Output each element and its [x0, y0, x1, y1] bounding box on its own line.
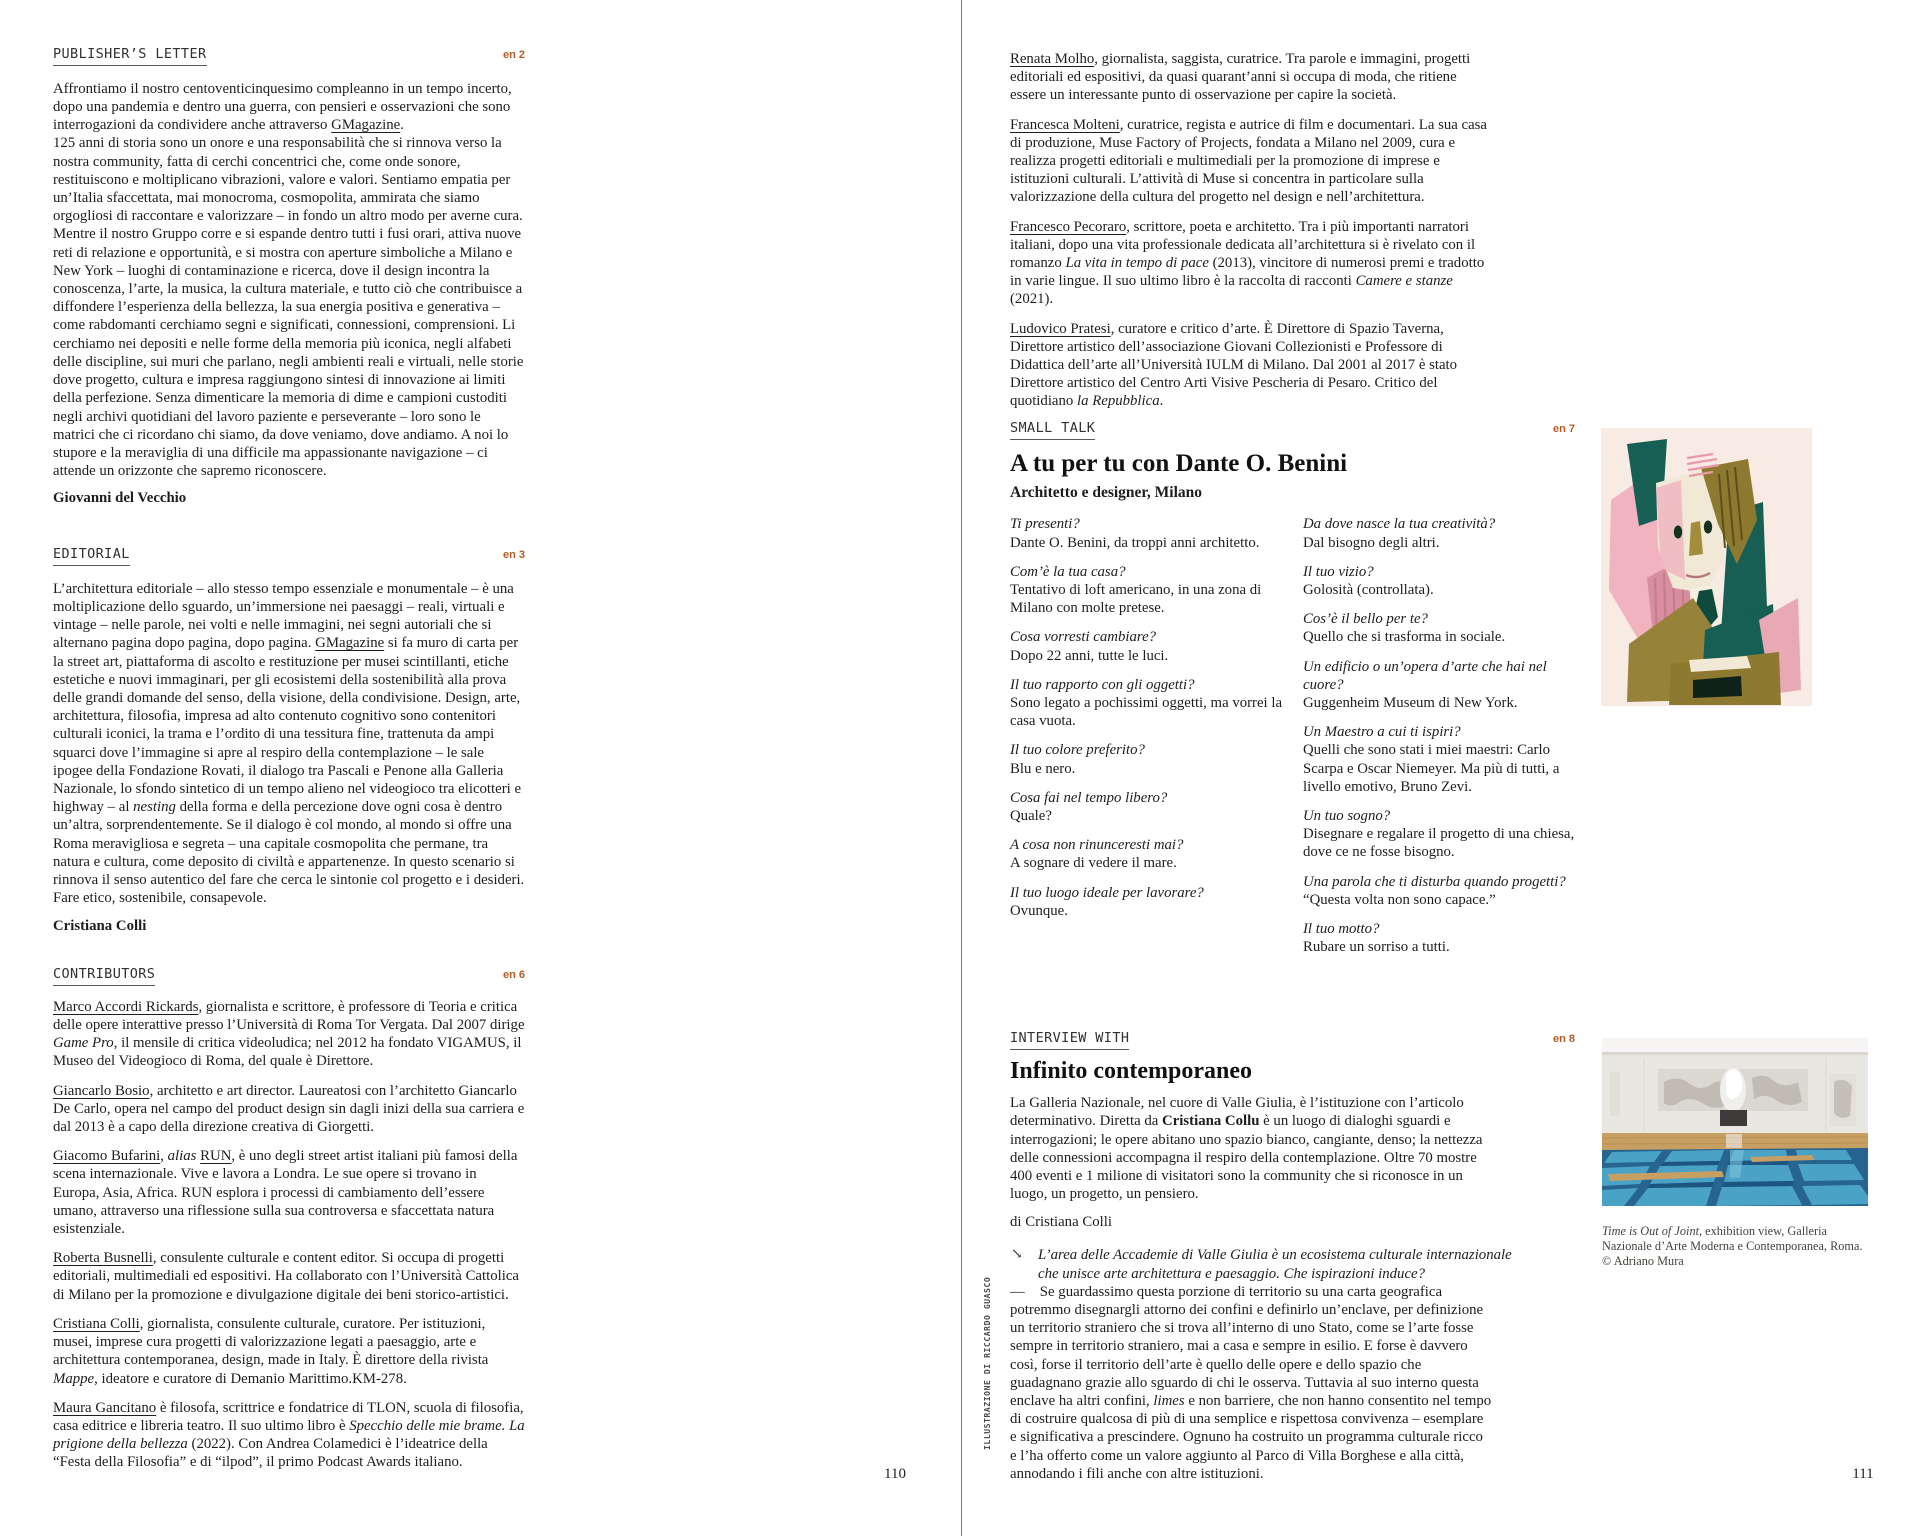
qa-item — [1303, 563, 1575, 599]
qa-item — [1303, 658, 1575, 713]
page-number-right: 111 — [1852, 1466, 1874, 1482]
interview-title: Infinito contemporaneo — [1010, 1057, 1252, 1084]
qa-answer: Guggenheim Museum di New York. — [1303, 694, 1518, 711]
section-header-row — [1010, 1031, 1575, 1050]
qa-answer: “Questa volta non sono capace.” — [1303, 891, 1496, 908]
photo-caption: Time is Out of Joint, exhibition view, Galleria Nazionale d’Arte Moderna e Contemporanea, Roma. © Adriano Mura — [1602, 1224, 1863, 1268]
en-page-ref: en 2 — [502, 49, 525, 61]
qa-answer: Ovunque. — [1010, 902, 1068, 919]
contributor-entry: Maura Gancitano è filosofa, scrittrice e fondatrice di TLON, scuola di filosofia, casa editrice e libreria teatro. Il suo ultimo libro è Specchio delle mie brame. La prigione della bellezza (2022). Con Andrea Colamedici è l’ideatrice della “Festa della Filosofia” e di “ilpod”, il primo Podcast Awards italiano. — [53, 1399, 525, 1471]
editorial-signature: Cristiana Colli — [53, 917, 147, 934]
qa-answer: Sono legato a pochissimi oggetti, ma vorrei la casa vuota. — [1010, 694, 1283, 730]
section-header-row — [53, 967, 525, 986]
qa-answer: Blu e nero. — [1010, 760, 1076, 777]
qa-column-right — [1303, 515, 1575, 967]
contributor-entry: Renata Molho, giornalista, saggista, curatrice. Tra parole e immagini, progetti editoriali ed espositivi, da quasi quarant’anni si occupa di moda, che ritiene essere un interessante punto di osservazione per capire la società. — [1010, 51, 1471, 104]
contributor-entry: Cristiana Colli, giornalista, consulente culturale, curatore. Per istituzioni, musei, imprese cura progetti di valorizzazione legati a paesaggio, arte e architettura contemporanea, design, made in Italy. È direttore della rivista Mappe, ideatore e curatore di Demanio Marittimo.KM-278. — [53, 1315, 489, 1387]
interview-answer: — Se guardassimo questa porzione di territorio su una carta geografica potremmo disegnargli attorno dei confini e definirlo un’enclave, per definizione un territorio straniero che si trova all’interno di uno Stato, come se l’arte fosse sempre in territorio straniero, mai a casa e sempre in esilio. E forse è davvero così, forse il territorio dell’arte è quello delle opere e dello spazio che guadagnano grazie allo sguardo di chi le osserva. Tuttavia al suo interno questa enclave ha altri confini, limes e non barriere, che non hanno consentito nel tempo di costruire qualcosa di più di una semplice e rispettosa convivenza – esemplare e significativa a prescindere. Ognuno ha costruito un programma culturale ricco e l’ha offerto come un valore aggiunto al Parco di Villa Borghese e alla città, annodando i fili anche con altre istituzioni. — [1010, 1283, 1492, 1482]
qa-answer: Quelli che sono stati i miei maestri: Carlo Scarpa e Oscar Niemeyer. Ma più di tutti, a livello emotivo, Bruno Zevi. — [1303, 742, 1560, 795]
qa-item — [1010, 741, 1290, 777]
contributors-header: CONTRIBUTORS — [53, 967, 155, 986]
small-talk-title: A tu per tu con Dante O. Benini — [1010, 449, 1348, 477]
qa-item — [1010, 628, 1290, 664]
interview-question — [1010, 1246, 1520, 1282]
qa-answer: Quale? — [1010, 807, 1052, 824]
exhibition-photo-image — [1602, 1038, 1868, 1206]
illustration-credit-vertical: ILLUSTRAZIONE DI RICCARDO GUASCO — [983, 1276, 992, 1450]
section-interview — [1010, 1031, 1575, 1483]
qa-answer: Rubare un sorriso a tutti. — [1303, 939, 1450, 956]
qa-answer: Dal bisogno degli altri. — [1303, 534, 1440, 551]
portrait-illustration — [1601, 428, 1812, 706]
interview-header: INTERVIEW WITH — [1010, 1031, 1129, 1050]
publishers-letter-header: PUBLISHER’S LETTER — [53, 47, 207, 66]
publishers-letter-paragraph: 125 anni di storia sono un onore e una responsabilità che si rinnova verso la nostra community, fatta di cerchi concentrici che, come onde sonore, restituiscono e moltiplicano vibrazioni, valore e valori. Sentiamo empatia per un’Italia sfaccettata, mai monocroma, cosmopolita, ammirata che siamo orgogliosi di raccontare e valorizzare – in fondo un altro modo per averne cura. Mentre il nostro Gruppo corre e si espande dentro tutti i fusi orari, attiva nuove reti di relazione e opportunità, e si mostra con aperture simboliche a Milano e New York – luoghi di contaminazione e ricerca, dove il design incontra la conoscenza, l’arte, la musica, la cultura materiale, e tutto ciò che contribuisce a diffondere l’esperienza della bellezza, la sua energia positiva e generativa – come rabdomanti cerchiamo segni e significati, connessioni, comprensioni. Li cerchiamo nei depositi e nelle forme della memoria più iconica, negli alfabeti delle discipline, sui muri che parlano, negli ambienti reali e virtuali, nelle storie dove progetto, cultura e impresa raggiungono sintesi di innovazione ai limiti della perfezione. Senza dimenticare la memoria di dime e campioni custoditi negli archivi quotidiani del lavoro paziente e perseverante – loro sono le matrici che ci ricordano chi siamo, da dove veniamo, dove andiamo. A noi lo stupore e la meraviglia di una difficile ma appassionante navigazione – ci attende un orizzonte che sapremo riconoscere. — [53, 135, 524, 480]
qa-answer: Disegnare e regalare il progetto di una chiesa, dove ce ne fosse bisogno. — [1303, 826, 1575, 861]
qa-answer: Golosità (controllata). — [1303, 581, 1434, 598]
contributor-entry: Giacomo Bufarini, alias RUN, è uno degli street artist italiani più famosi della scena internazionale. Vive e lavora a Londra. Le sue opere si trovano in Europa, Asia, Africa. RUN esplora i processi di cambiamento dell’essere umano, attraverso una riflessione sulla sua controversa e sfaccettata natura esistenziale. — [53, 1148, 518, 1238]
exhibition-photo — [1602, 1038, 1868, 1206]
editorial-header: EDITORIAL — [53, 547, 130, 566]
qa-item — [1303, 807, 1575, 862]
small-talk-subtitle: Architetto e designer, Milano — [1010, 484, 1203, 502]
section-header-row — [53, 547, 525, 566]
qa-question: Il tuo rapporto con gli oggetti? — [1010, 676, 1195, 693]
qa-item — [1010, 789, 1290, 825]
qa-question: Un tuo sogno? — [1303, 807, 1391, 824]
contributors-continued-list — [1010, 50, 1490, 411]
publishers-letter-paragraph: Affrontiamo il nostro centoventicinquesimo compleanno in un tempo incerto, dopo una pandemia e dentro una guerra, con pensieri e osservazioni che sono interrogazioni da condividere anche attraverso GMagazine. — [53, 80, 512, 134]
qa-answer: Quello che si trasforma in sociale. — [1303, 629, 1506, 646]
section-small-talk — [1010, 421, 1575, 967]
qa-question: Una parola che ti disturba quando progetti? — [1303, 873, 1566, 890]
qa-item — [1303, 515, 1575, 551]
qa-columns — [1010, 515, 1575, 967]
qa-item — [1010, 563, 1290, 618]
qa-question: Un edificio o un’opera d’arte che hai nel cuore? — [1303, 658, 1547, 693]
qa-item — [1010, 676, 1290, 731]
contributor-entry: Francesca Molteni, curatrice, regista e autrice di film e documentari. La sua casa di produzione, Muse Factory of Projects, fondata a Milano nel 2009, cura e realizza progetti editoriali e multimediali per la promozione di imprese e istituzioni culturali. L’attività di Muse si concentra in particolare sulla valorizzazione della cultura del progetto nel design e nell’architettura. — [1010, 116, 1487, 206]
small-talk-header: SMALL TALK — [1010, 421, 1095, 440]
publishers-letter-signature: Giovanni del Vecchio — [53, 490, 187, 507]
qa-question: Da dove nasce la tua creatività? — [1303, 516, 1496, 533]
page-divider — [961, 0, 962, 1536]
portrait-illustration-image — [1601, 428, 1812, 706]
editorial-paragraph: L’architettura editoriale – allo stesso tempo essenziale e monumentale – è una moltiplicazione dello sguardo, un’immersione nei paesaggi – reali, virtuali e vintage – nelle parole, nei volti e nelle immagini, nei segni autoriali che si alternano pagina dopo pagina, dopo pagina. GMagazine si fa muro di carta per la street art, piattaforma di ascolto e restituzione per musei scintillanti, etiche estetiche e nuovi immaginari, per gli ecosistemi della sostenibilità alla prova delle grandi domande del senso, della visione, della condivisione. Design, arte, architettura, filosofia, impresa ad alto contenuto cognitivo sono contenitori culturali iconici, la trama e l’ordito di una tessitura fine, trattenuta da ampi squarci dove l’immagine si apre al respiro della contemplazione – le sale ipogee della Fondazione Rovati, il dialogo tra Pascali e Penone alla Galleria Nazionale, lo sfondo sintetico di un tempo alieno nel videogioco tra elicotteri e highway – al nesting della forma e della percezione dove ogni cosa è dentro un’altra, sorprendentemente. Se il dialogo è col mondo, al mondo si offre una Roma meravigliosa e segreta – una capitale cosmopolita che permane, tra natura e cultura, come deposito di civiltà e appartenenze. In questo scenario si rinnova il senso autentico del fare che cerca le sintonie col progetto e i desideri. Fare etico, sostenibile, consapevole. — [53, 580, 525, 907]
qa-answer: Dopo 22 anni, tutte le luci. — [1010, 647, 1169, 664]
contributor-entry: Roberta Busnelli, consulente culturale e content editor. Si occupa di progetti editoriali, multimediali ed espositivi. Ha collaborato con l’Università Cattolica di Milano per la promozione e divulgazione digitale dei beni storico-artistici. — [53, 1250, 519, 1303]
qa-column-left — [1010, 515, 1290, 967]
qa-question: Il tuo colore preferito? — [1010, 742, 1145, 759]
interview-byline: di Cristiana Colli — [1010, 1214, 1112, 1231]
qa-item — [1303, 723, 1575, 796]
section-editorial — [53, 547, 525, 935]
section-header-row — [53, 47, 525, 66]
contributor-entry: Ludovico Pratesi, curatore e critico d’arte. È Direttore di Spazio Taverna, Direttore artistico dell’associazione Giovani Collezionisti e Professore di Didattica dell’arte all’Università IULM di Milano. Dal 2001 al 2017 è stato Direttore artistico del Centro Arti Visive Pescheria di Pesaro. Critico del quotidiano la Repubblica. — [1010, 320, 1458, 410]
qa-question: Il tuo motto? — [1303, 921, 1380, 937]
contributors-list — [53, 998, 525, 1472]
section-publishers-letter — [53, 47, 525, 507]
qa-question: A cosa non rinunceresti mai? — [1010, 837, 1184, 854]
en-page-ref: en 8 — [1552, 1033, 1575, 1045]
interview-lead: La Galleria Nazionale, nel cuore di Valle Giulia, è l’istituzione con l’articolo determinativo. Diretta da Cristiana Collu è un luogo di dialoghi sguardi e interrogazioni; le opere abitano uno spazio bianco, cangiante, denso; la nettezza delle connessioni accompagna il respiro della contemplazione. Oltre 70 mostre 400 eventi e 1 milione di visitatori sono la community che si riconosce in un luogo, un progetto, un pensiero. — [1010, 1095, 1483, 1203]
qa-question: Cos’è il bello per te? — [1303, 611, 1428, 628]
qa-answer: Tentativo di loft americano, in una zona di Milano con molte pretese. — [1010, 581, 1262, 617]
qa-question: Il tuo luogo ideale per lavorare? — [1010, 884, 1204, 901]
qa-question: Ti presenti? — [1010, 516, 1080, 533]
qa-item — [1010, 836, 1290, 872]
section-contributors — [53, 967, 525, 1483]
en-page-ref: en 6 — [502, 969, 525, 981]
qa-item — [1303, 873, 1575, 909]
qa-item — [1303, 920, 1575, 956]
page-number-left: 110 — [884, 1466, 906, 1482]
qa-item — [1303, 610, 1575, 646]
qa-item — [1010, 515, 1290, 551]
interview-question-text: L’area delle Accademie di Valle Giulia è un ecosistema culturale internazionale che unisce arte architettura e paesaggio. Che ispirazioni induce? — [1038, 1247, 1512, 1282]
qa-answer: A sognare di vedere il mare. — [1010, 855, 1177, 872]
contributor-entry: Giancarlo Bosio, architetto e art director. Laureatosi con l’architetto Giancarlo De Carlo, opera nel campo del product design sin dagli inizi della sua carriera e dal 2013 è a capo della direzione creativa di Giorgetti. — [53, 1082, 525, 1136]
contributor-entry: Marco Accordi Rickards, giornalista e scrittore, è professore di Teoria e critica delle opere interattive presso l’Università di Roma Tor Vergata. Dal 2007 dirige Game Pro, il mensile di critica videoludica; nel 2012 ha fondato VIGAMUS, il Museo del Videogioco di Roma, del quale è Direttore. — [53, 998, 525, 1070]
section-header-row — [1010, 421, 1575, 440]
en-page-ref: en 7 — [1552, 423, 1575, 435]
en-page-ref: en 3 — [502, 549, 525, 561]
question-arrow-icon: ↘ — [1011, 1247, 1023, 1263]
qa-question: Il tuo vizio? — [1303, 563, 1374, 580]
qa-question: Cosa fai nel tempo libero? — [1010, 789, 1168, 806]
qa-question: Cosa vorresti cambiare? — [1010, 629, 1157, 646]
qa-answer: Dante O. Benini, da troppi anni architetto. — [1010, 534, 1260, 551]
section-contributors-continued — [1010, 50, 1490, 422]
contributor-entry: Francesco Pecoraro, scrittore, poeta e architetto. Tra i più importanti narratori italiani, dopo una vita professionale dedicata all’architettura si è rivelato con il romanzo La vita in tempo di pace (2013), vincitore di numerosi premi e tradotto in varie lingue. Il suo ultimo libro è la raccolta di racconti Camere e stanze (2021). — [1010, 218, 1485, 308]
qa-question: Un Maestro a cui ti ispiri? — [1303, 724, 1461, 741]
qa-item — [1010, 884, 1290, 920]
qa-question: Com’è la tua casa? — [1010, 563, 1126, 580]
